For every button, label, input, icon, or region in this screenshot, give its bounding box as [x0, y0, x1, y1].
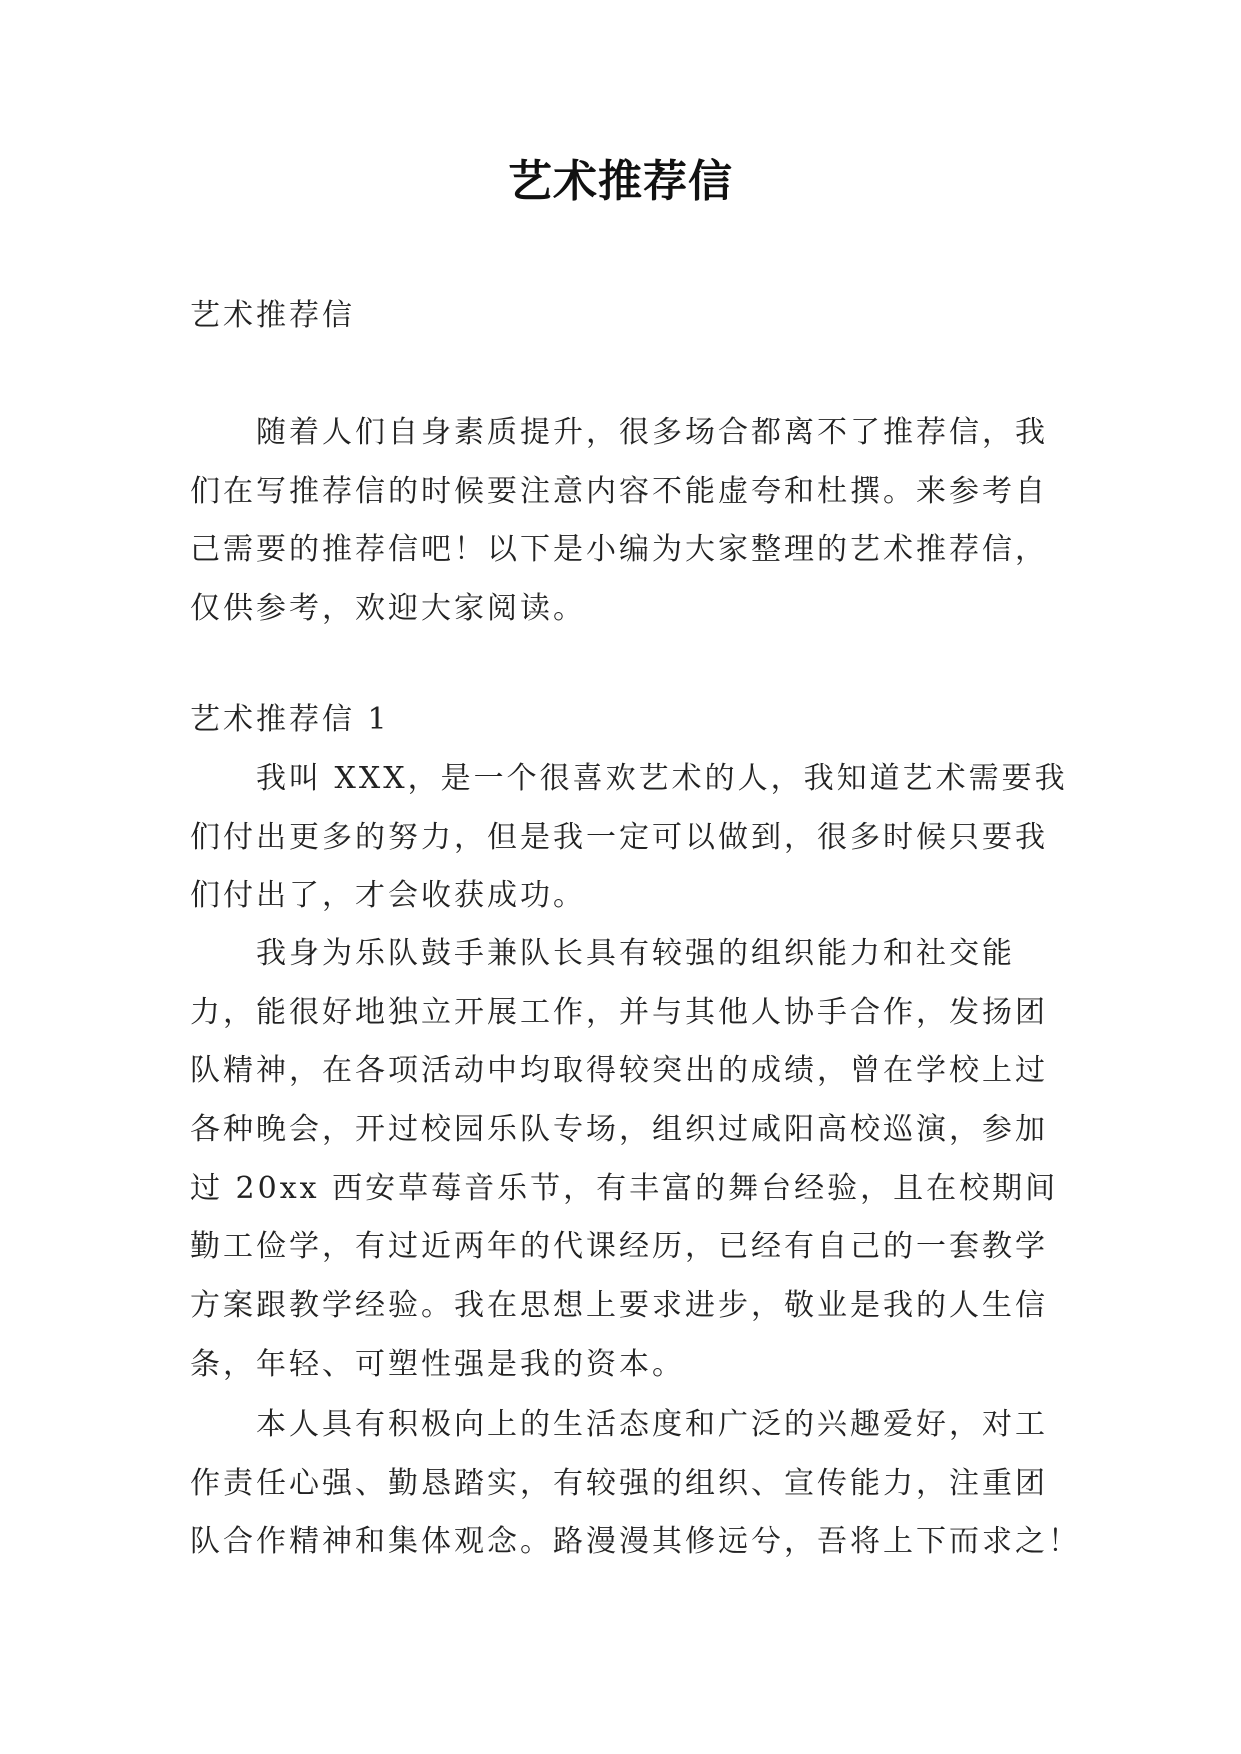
paragraph-line: 力，能很好地独立开展工作，并与其他人协手合作，发扬团 — [190, 994, 1048, 1030]
intro-line: 己需要的推荐信吧！以下是小编为大家整理的艺术推荐信， — [190, 532, 1048, 568]
paragraph-2 — [190, 925, 1070, 1395]
paragraph-line: 作责任心强、勤恳踏实，有较强的组织、宣传能力，注重团 — [190, 1465, 1048, 1501]
document-title: 艺术推荐信 — [508, 156, 733, 207]
paragraph-line: 我身为乐队鼓手兼队长具有较强的组织能力和社交能 — [256, 936, 1015, 971]
intro-line: 们在写推荐信的时候要注意内容不能虚夸和杜撰。来参考自 — [190, 473, 1048, 509]
paragraph-line: 队合作精神和集体观念。路漫漫其修远兮，吾将上下而求之！ — [190, 1524, 1081, 1560]
paragraph-line: 勤工俭学，有过近两年的代课经历，已经有自己的一套教学 — [190, 1229, 1048, 1265]
paragraph-line: 们付出更多的努力，但是我一定可以做到，很多时候只要我 — [190, 819, 1048, 855]
intro-line: 随着人们自身素质提升，很多场合都离不了推荐信，我 — [256, 415, 1048, 450]
paragraph-line: 我叫 XXX，是一个很喜欢艺术的人，我知道艺术需要我 — [256, 761, 1068, 796]
paragraph-1 — [190, 750, 1070, 926]
paragraph-3 — [190, 1396, 1081, 1572]
paragraph-line: 队精神，在各项活动中均取得较突出的成绩，曾在学校上过 — [190, 1053, 1048, 1089]
paragraph-line: 过 20xx 西安草莓音乐节，有丰富的舞台经验，且在校期间 — [190, 1170, 1059, 1206]
paragraph-line: 们付出了，才会收获成功。 — [190, 878, 586, 914]
paragraph-line: 各种晚会，开过校园乐队专场，组织过咸阳高校巡演，参加 — [190, 1112, 1048, 1148]
section-heading: 艺术推荐信 1 — [190, 702, 390, 737]
paragraph-line: 条，年轻、可塑性强是我的资本。 — [190, 1346, 685, 1382]
intro-line: 仅供参考，欢迎大家阅读。 — [190, 591, 586, 627]
intro-paragraph — [190, 404, 1070, 639]
paragraph-line: 本人具有积极向上的生活态度和广泛的兴趣爱好，对工 — [256, 1407, 1048, 1442]
paragraph-line: 方案跟教学经验。我在思想上要求进步，敬业是我的人生信 — [190, 1288, 1048, 1324]
document-subtitle: 艺术推荐信 — [190, 298, 355, 333]
